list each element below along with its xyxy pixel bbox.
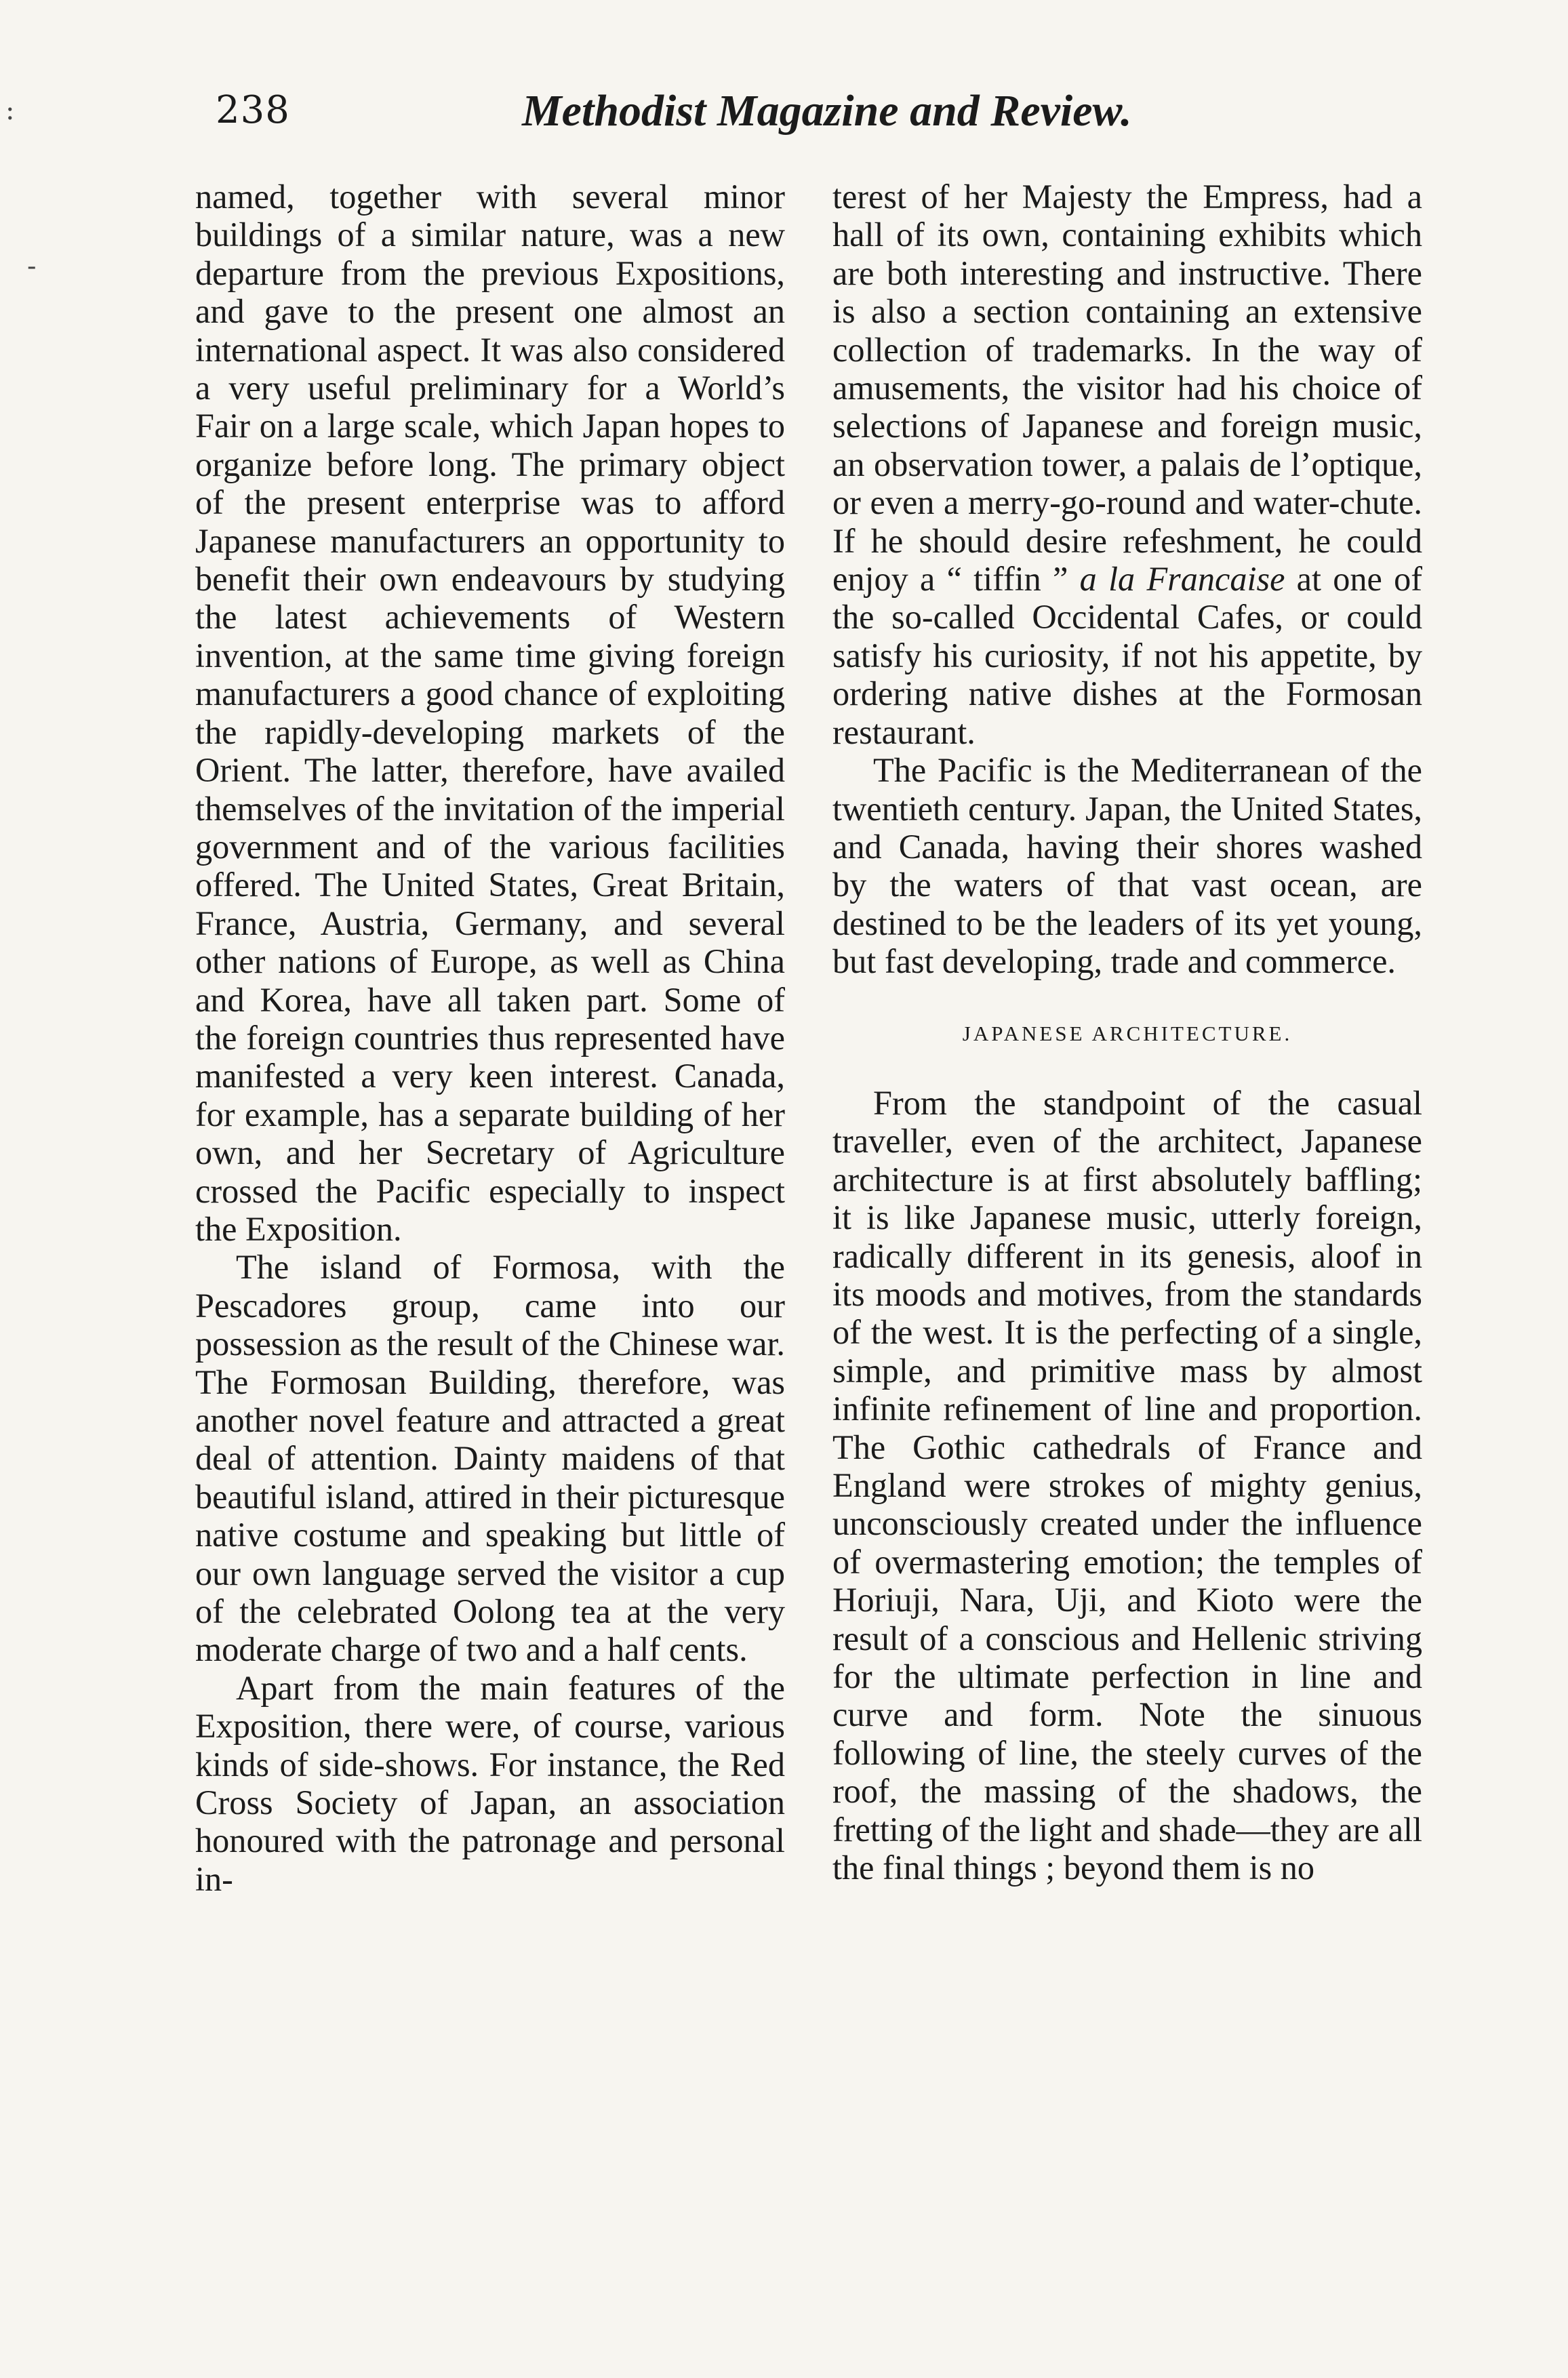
page-number: 238 [216,88,290,132]
italic-phrase: a la Francaise [1079,560,1285,599]
running-title: Methodist Magazine and Review. [522,86,1132,136]
margin-mark: : [5,95,15,126]
paragraph: From the standpoint of the casual traveller, even of the architect, Japanese architecture is at first absolutely baffling; it is like Japanese music, utterly foreign, radically different in its genesis, aloof in its moods and motives, from the standards of the west. It is the perfecting of a single, simple, and primitive mass by almost infinite refinement of line and proportion. The Gothic cathedrals of France and England were strokes of mighty genius, unconsciously created under the influence of overmastering emotion; the temples of Horiuji, Nara, Uji, and Kioto were the result of a conscious and Hellenic striving for the ultimate perfection in line and curve and form. Note the sinuous following of line, the steely curves of the roof, the massing of the shadows, the fretting of the light and shade—they are all the final things ; beyond them is no [832,1083,1422,1887]
paragraph: The Pacific is the Mediterranean of the twentieth century. Japan, the United States, and Canada, having their shores washed by the waters of that vast ocean, are destined to be the leaders of its yet young, but fast developing, trade and commerce. [832,751,1422,981]
section-heading: JAPANESE ARCHITECTURE. [962,1021,1293,1045]
left-column [195,178,785,1898]
text-run: at one of the so-called Occidental Cafes, or could satisfy his curiosity, if not his appetite, by ordering native dishes at the Formosan restaurant. [832,560,1423,751]
paragraph: The island of Formosa, with the Pescadores group, came into our possession as the result of the Chinese war. The Formosan Building, therefore, was another novel feature and attracted a great deal of attention. Dainty maidens of that beautiful island, attired in their picturesque native costume and speaking but little of our own language served the visitor a cup of the celebrated Oolong tea at the very moderate charge of two and a half cents. [195,1248,785,1669]
margin-mark: - [27,251,37,282]
paragraph: named, together with several minor buildings of a similar nature, was a new departure from the previous Expositions, and gave to the present one almost an international aspect. It was also considered a very useful preliminary for a World’s Fair on a large scale, which Japan hopes to organize before long. The primary object of the present enterprise was to afford Japanese manufacturers an opportunity to benefit their own endeavours by studying the latest achievements of Western invention, at the same time giving foreign manufacturers a good chance of exploiting the rapidly-developing markets of the Orient. The latter, therefore, have availed themselves of the invitation of the imperial government and of the various facilities offered. The United States, Great Britain, France, Austria, Germany, and several other nations of Europe, as well as China and Korea, have all taken part. Some of the foreign countries thus represented have manifested a very keen interest. Canada, for example, has a separate building of her own, and her Secretary of Agriculture crossed the Pacific especially to inspect the Exposition. [195,178,785,1248]
right-column [832,178,1422,1887]
paragraph [832,178,1422,751]
paragraph: Apart from the main features of the Exposition, there were, of course, various kinds of side-shows. For instance, the Red Cross Society of Japan, an association honoured with the patronage and personal in- [195,1668,785,1898]
text-run: terest of her Majesty the Empress, had a hall of its own, containing exhibits which are both interesting and instructive. There is also a section containing an extensive collection of trademarks. In the way of amusements, the visitor had his choice of selections of Japanese and foreign music, an observation tower, a palais de l’optique, or even a merry-go-round and water-chute. If he should desire refeshment, he could enjoy a “ tiffin ” [832,178,1422,599]
